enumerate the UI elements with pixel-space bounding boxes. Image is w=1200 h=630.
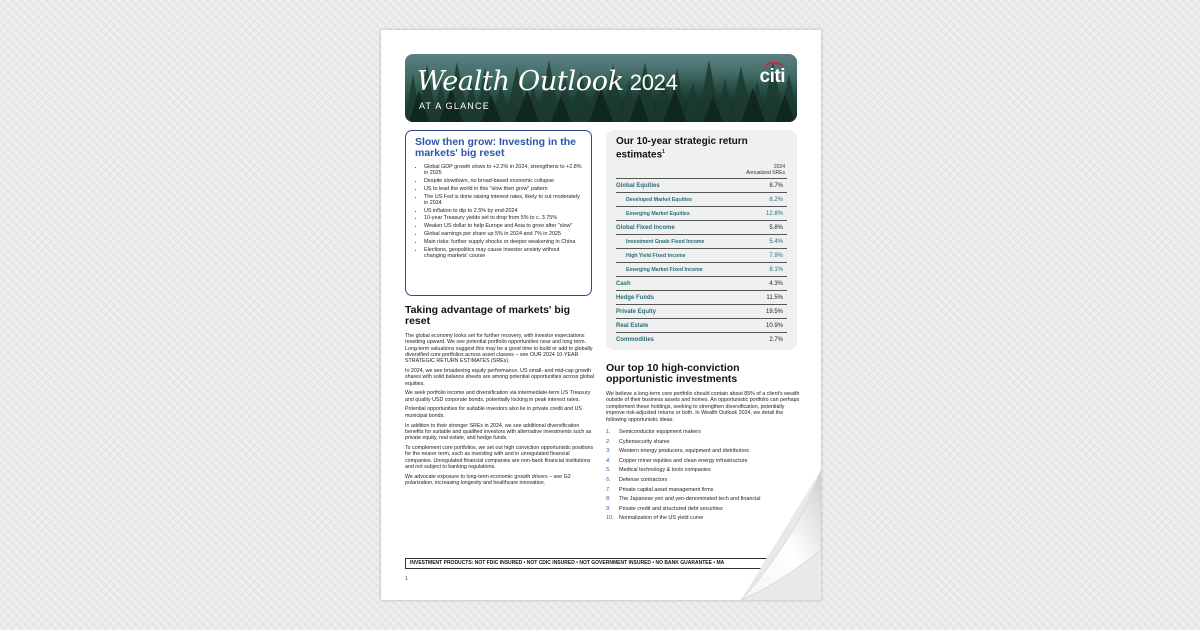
sre-row-label: Global Fixed Income <box>616 224 675 231</box>
logo-text: citi <box>759 66 785 87</box>
advantage-paragraph: We seek portfolio income and diversification via intermediate-term US Treasury and quality USD corporate bonds, potentially locking in peak interest rates. <box>405 390 591 403</box>
sre-row-value: 8.2% <box>769 196 783 203</box>
sre-row-label: Commodities <box>616 336 655 343</box>
sre-row-value: 19.5% <box>765 308 783 315</box>
sre-row-value: 10.9% <box>765 322 783 329</box>
summary-bullet: • Elections, geopolitics may cause investor anxiety without changing markets' course <box>424 247 582 259</box>
sre-row-label: Hedge Funds <box>616 294 655 301</box>
top10-item-number: 5. <box>606 467 611 474</box>
top10-item-number: 9. <box>606 505 611 512</box>
top10-item-number: 6. <box>606 477 611 483</box>
summary-bullet: • Main risks: further supply shocks or deeper weakening in China <box>424 239 582 245</box>
sre-row-label: Private Equity <box>616 308 657 315</box>
summary-bullet: • Despite slowdown, no broad-based economic collapse <box>424 178 582 184</box>
summary-bullet: • The US Fed is done raising interest rates, likely to cut moderately in 2024 <box>424 194 582 206</box>
top10-item-text: Copper miner equities and clean energy infrastructure <box>619 457 748 464</box>
sre-row-value: 7.9% <box>769 252 783 259</box>
sre-row-label: Real Estate <box>616 322 649 329</box>
sre-row-label: Emerging Market Fixed Income <box>626 266 703 273</box>
title-text: Wealth Outlook <box>417 66 624 97</box>
sre-row-value: 12.8% <box>765 210 783 217</box>
top10-item-text: Private credit and structured debt securities <box>619 505 723 512</box>
sre-row-label: Developed Market Equities <box>626 196 693 203</box>
summary-bullet: • Global GDP growth slows to +2.2% in 2024, strengthens to +2.8% in 2025 <box>424 164 582 176</box>
top10-item-text: Semiconductor equipment makers <box>619 429 701 436</box>
banner-year: 2024 <box>629 70 678 95</box>
top10-item-number: 3. <box>606 448 611 455</box>
disclaimer-bar: INVESTMENT PRODUCTS: NOT FDIC INSURED • NOT CDIC INSURED • NOT GOVERNMENT INSURED • NO BANK GUARANTEE • MA <box>405 558 797 569</box>
banner-subtitle: AT A GLANCE <box>419 101 490 111</box>
advantage-paragraph: The global economy looks set for further recovery, with investor expectations resetting upward. We see potential portfolio opportunities near and long term. Long-term valuations suggest this may be a good time to build or add to globally diversified core portfolios across asset classes – see OUR 2024 10-YEAR STRATEGIC RETURN ESTIMATES (SREs). <box>405 333 593 365</box>
advantage-paragraph: Potential opportunities for suitable investors also lie in private credit and US municipal bonds. <box>405 406 582 419</box>
sre-row-label: Investment Grade Fixed Income <box>626 238 705 245</box>
document-page <box>381 30 821 600</box>
sre-footnote: 1 <box>662 149 665 155</box>
summary-bullet: • US inflation to dip to 2.5% by end-2024 <box>424 208 582 214</box>
advantage-paragraph: We advocate exposure to long-term economic growth drivers – see G2 polarization, increasing longevity and healthcare innovation. <box>405 473 571 486</box>
sre-row-value: 11.5% <box>766 294 783 301</box>
top10-item-text: The Japanese yen and yen-denominated tech and financial <box>619 496 761 503</box>
top10-item-number: 8. <box>606 496 611 503</box>
sre-row-label: Global Equities <box>616 182 660 189</box>
sre-row-label: Cash <box>616 280 631 287</box>
sre-col-label: Annualized SREs <box>746 170 785 177</box>
top10-intro: We believe a long-term core portfolio should contain about 85% of a client's wealth outside of their business assets and homes. An opportunistic portfolio can perhaps complement these holdings, seeking to strengthen diversification, potentially improve risk-adjusted returns or both. In Wealth Outlook 2024, we detail the following opportunistic ideas: <box>606 391 800 423</box>
advantage-paragraph: In 2024, we see broadening equity performance. US small- and mid-cap growth shares with solid balance sheets are among potential opportunities across global equities. <box>405 367 595 387</box>
summary-bullet: • Weaker US dollar to help Europe and Asia to grow after "slow" <box>424 223 582 229</box>
summary-bullet: • 10-year Treasury yields set to drop from 5% to c. 3.75% <box>424 215 582 221</box>
sre-row-label: High Yield Fixed Income <box>626 252 686 259</box>
top10-item-text: Cybersecurity shares <box>619 438 670 445</box>
top10-heading: Our top 10 high-conviction opportunistic investments <box>606 362 740 385</box>
summary-bullet: • Global earnings per share up 5% in 2024 and 7% in 2025 <box>424 231 582 237</box>
advantage-paragraph: In addition to their stronger SREs in 2024, we see additional diversification benefits for suitable and qualified investors with alternative investments such as private equity, real estate, and hedge funds. <box>405 422 592 442</box>
summary-bullet: • US to lead the world in this "slow then grow" pattern <box>424 186 582 192</box>
top10-item-text: Normalization of the US yield curve <box>619 515 704 522</box>
sre-row-value: 5.4% <box>769 238 783 245</box>
sre-row-value: 8.1% <box>769 266 783 273</box>
top10-item-number: 10. <box>606 515 614 522</box>
top10-item-text: Medical technology & tools companies <box>619 467 711 474</box>
sre-row-value: 4.3% <box>769 280 783 287</box>
top10-item-number: 7. <box>606 486 611 493</box>
advantage-paragraph: To complement core portfolios, we set out high conviction opportunistic positions for the nearer term, such as investing with and in unregulated financial companies. Unregulated financial companies are non-bank financial institutions and not subject to banking regulations. <box>405 444 594 470</box>
page-curl <box>381 30 821 600</box>
sre-row-value: 8.7% <box>769 182 783 189</box>
sre-col-year: 2024 <box>773 164 785 171</box>
top10-item-number: 4. <box>606 457 611 464</box>
page-number: 1 <box>405 576 408 582</box>
sre-heading-text: Our 10-year strategic return estimates <box>616 136 748 161</box>
top10-item-text: Defense contractors <box>619 477 668 483</box>
advantage-heading: Taking advantage of markets' big reset <box>405 304 571 327</box>
top10-item-text: Western energy producers, equipment and distributors <box>619 448 749 455</box>
summary-heading: Slow then grow: Investing in the markets' big reset <box>415 136 577 159</box>
sre-row-label: Emerging Market Equities <box>626 210 690 217</box>
top10-item-text: Private capital asset management firms <box>619 486 714 493</box>
sre-row-value: 5.8% <box>769 224 783 231</box>
sre-row-value: 2.7% <box>769 336 783 343</box>
top10-item-number: 1. <box>606 429 611 436</box>
top10-item-number: 2. <box>606 438 611 445</box>
